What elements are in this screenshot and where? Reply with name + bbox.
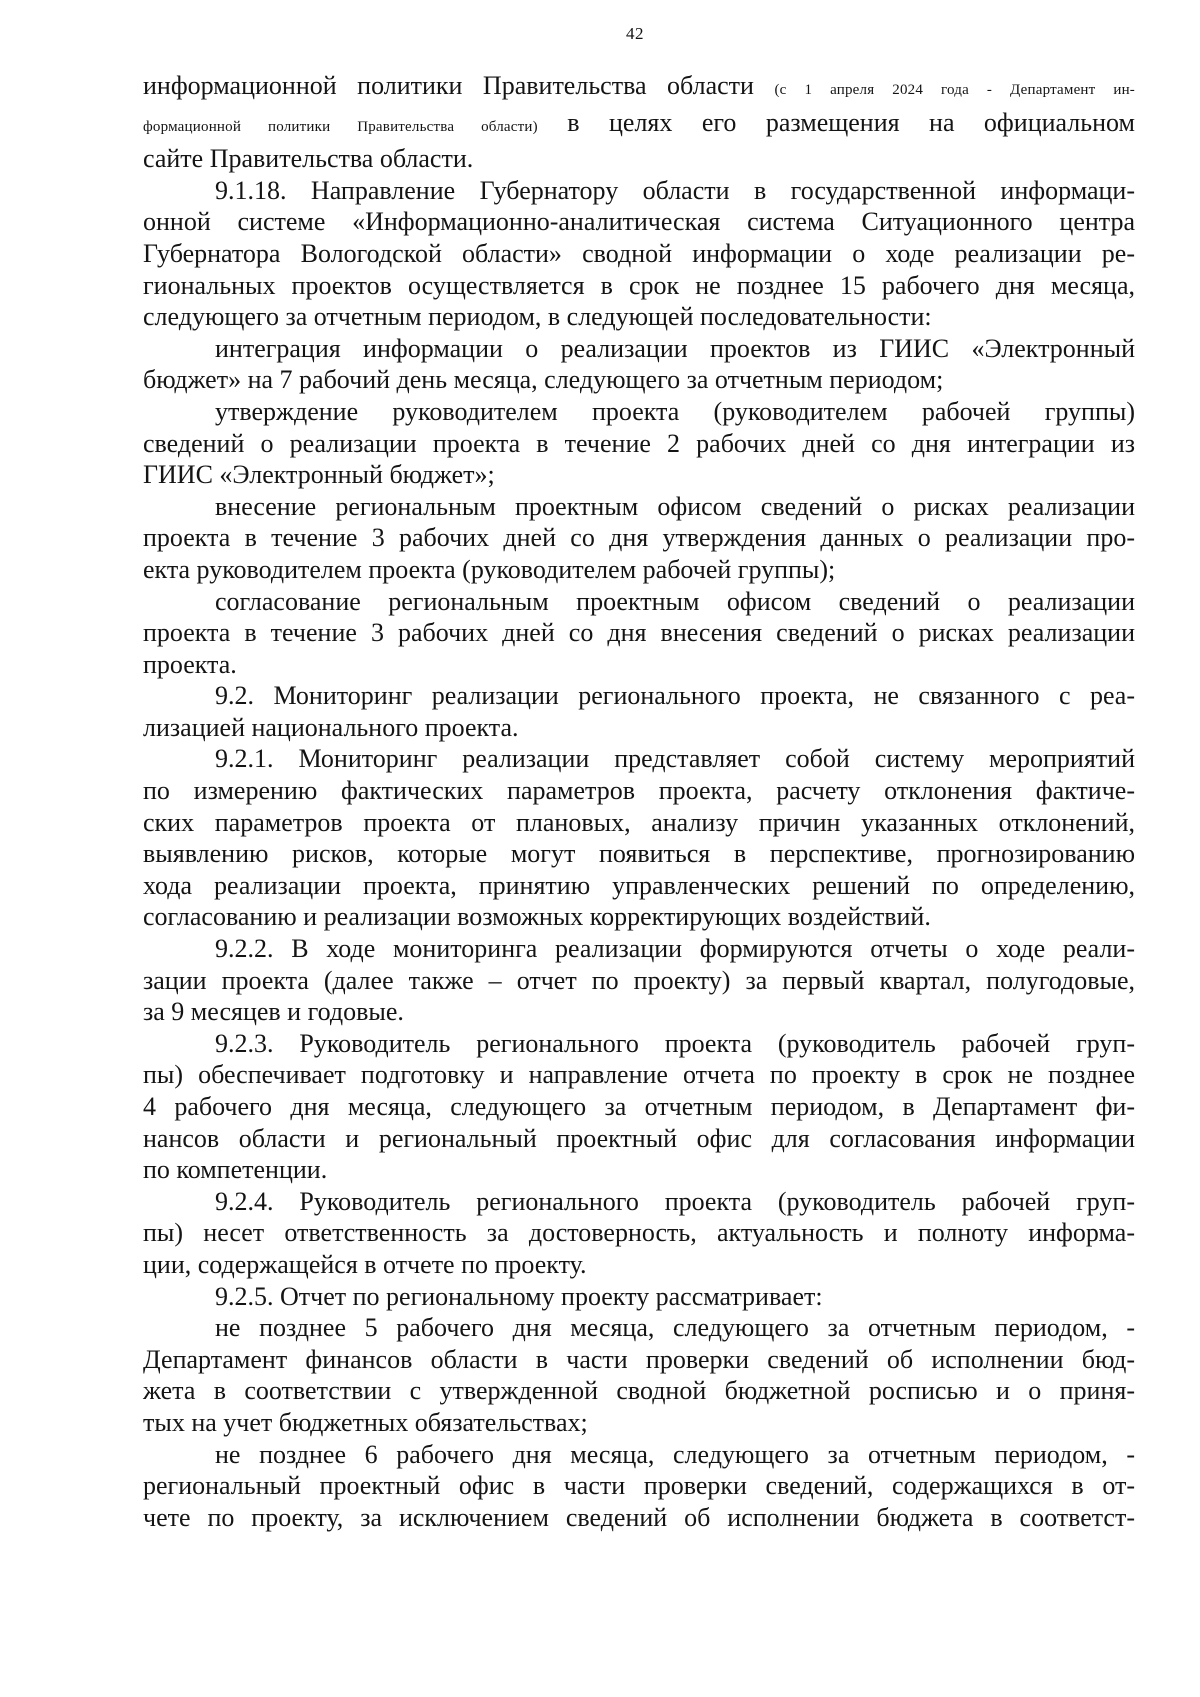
paragraph-line	[143, 617, 1135, 649]
text-run: хода реализации проекта, принятию управленческих решений по определению,	[143, 870, 1135, 900]
text-run: проекта в течение 3 рабочих дней со дня утверждения данных о реализации про-	[143, 523, 1135, 553]
paragraph-line	[143, 870, 1135, 902]
text-run: проекта.	[143, 649, 237, 679]
paragraph-line	[143, 649, 1135, 681]
text-run: 9.2.2. В ходе мониторинга реализации формируются отчеты о ходе реали-	[215, 934, 1135, 964]
paragraph-line	[143, 522, 1135, 554]
text-run: 9.2. Мониторинг реализации регионального проекта, не связанного с реа-	[215, 681, 1135, 711]
paragraph-line	[143, 680, 1135, 712]
text-run: утверждение руководителем проекта (руководителем рабочей группы)	[215, 396, 1135, 426]
text-run: Губернатора Вологодской области» сводной информации о ходе реализации ре-	[143, 238, 1135, 268]
text-run: 9.2.5. Отчет по региональному проекту рассматривает:	[215, 1281, 823, 1311]
text-run: следующего за отчетным периодом, в следующей последовательности:	[143, 302, 932, 332]
paragraph-line	[143, 1312, 1135, 1344]
paragraph-line	[143, 1059, 1135, 1091]
paragraph-line	[143, 238, 1135, 270]
paragraph-line	[143, 901, 1135, 933]
page-number: 42	[626, 24, 644, 43]
paragraph-line	[143, 1249, 1135, 1281]
paragraph-line	[143, 364, 1135, 396]
document-body	[143, 70, 1135, 1533]
text-run: согласование региональным проектным офисом сведений о реализации	[215, 586, 1135, 616]
paragraph-line	[143, 333, 1135, 365]
text-run: ГИИС «Электронный бюджет»;	[143, 460, 495, 490]
text-run: интеграция информации о реализации проектов из ГИИС «Электронный	[215, 333, 1135, 363]
text-run: 9.2.1. Мониторинг реализации представляет собой систему мероприятий	[215, 744, 1135, 774]
paragraph-line	[143, 396, 1135, 428]
text-run: ции, содержащейся в отчете по проекту.	[143, 1249, 587, 1279]
text-run: в целях его размещения на официальном	[537, 107, 1135, 137]
paragraph-line	[143, 270, 1135, 302]
text-run: выявлению рисков, которые могут появиться в перспективе, прогнозированию	[143, 839, 1135, 869]
paragraph-line	[143, 1439, 1135, 1471]
paragraph-line	[143, 1375, 1135, 1407]
text-run: ских параметров проекта от плановых, анализу причин указанных отклонений,	[143, 807, 1135, 837]
paragraph-line	[143, 1091, 1135, 1123]
paragraph-line	[143, 107, 1135, 144]
text-run: Департамент финансов области в части проверки сведений об исполнении бюд-	[143, 1344, 1135, 1374]
text-run: проекта в течение 3 рабочих дней со дня внесения сведений о рисках реализации	[143, 618, 1135, 648]
text-run: по компетенции.	[143, 1155, 328, 1185]
paragraph-line	[143, 1154, 1135, 1186]
text-run: бюджет» на 7 рабочий день месяца, следующего за отчетным периодом;	[143, 365, 944, 395]
paragraph-line	[143, 743, 1135, 775]
text-run: гиональных проектов осуществляется в срок не позднее 15 рабочего дня месяца,	[143, 270, 1135, 300]
footnote-inline-text: формационной политики Правительства области)	[143, 118, 538, 135]
text-run: за 9 месяцев и годовые.	[143, 997, 404, 1027]
text-run: тых на учет бюджетных обязательствах;	[143, 1407, 588, 1437]
paragraph-line	[143, 1217, 1135, 1249]
text-run: лизацией национального проекта.	[143, 712, 519, 742]
paragraph-line	[143, 586, 1135, 618]
paragraph-line	[143, 1028, 1135, 1060]
paragraph-line	[143, 1407, 1135, 1439]
text-run: региональный проектный офис в части проверки сведений, содержащихся в от-	[143, 1471, 1135, 1501]
footnote-inline-text: (с 1 апреля 2024 года - Департамент ин-	[774, 82, 1135, 98]
text-run: по измерению фактических параметров проекта, расчету отклонения фактиче-	[143, 776, 1135, 806]
paragraph-line	[143, 301, 1135, 333]
text-run: согласованию и реализации возможных корректирующих воздействий.	[143, 902, 931, 932]
text-run: пы) обеспечивает подготовку и направление отчета по проекту в срок не позднее	[143, 1060, 1135, 1090]
paragraph-line	[143, 965, 1135, 997]
text-run: нансов области и региональный проектный офис для согласования информации	[143, 1123, 1135, 1153]
paragraph-line	[143, 554, 1135, 586]
paragraph-line	[143, 1502, 1135, 1534]
paragraph-line	[143, 996, 1135, 1028]
paragraph-line	[143, 933, 1135, 965]
text-run: пы) несет ответственность за достоверность, актуальность и полноту информа-	[143, 1218, 1135, 1248]
paragraph-line	[143, 70, 1135, 107]
paragraph-line	[143, 143, 1135, 175]
text-run: сведений о реализации проекта в течение 2 рабочих дней со дня интеграции из	[143, 428, 1135, 458]
text-run: внесение региональным проектным офисом сведений о рисках реализации	[215, 491, 1135, 521]
paragraph-line	[143, 491, 1135, 523]
text-run: 9.1.18. Направление Губернатору области в государственной информаци-	[215, 175, 1135, 205]
text-run: 9.2.4. Руководитель регионального проекта (руководитель рабочей груп-	[215, 1186, 1135, 1216]
text-run: онной системе «Информационно-аналитическая система Ситуационного центра	[143, 207, 1135, 237]
text-run: не позднее 6 рабочего дня месяца, следующего за отчетным периодом, -	[215, 1439, 1135, 1469]
paragraph-line	[143, 838, 1135, 870]
paragraph-line	[143, 459, 1135, 491]
text-run: информационной политики Правительства области	[143, 71, 775, 100]
text-run: 4 рабочего дня месяца, следующего за отчетным периодом, в Департамент фи-	[143, 1092, 1135, 1121]
paragraph-line	[143, 1281, 1135, 1313]
text-run: 9.2.3. Руководитель регионального проекта (руководитель рабочей груп-	[215, 1028, 1135, 1058]
paragraph-line	[143, 1186, 1135, 1218]
paragraph-line	[143, 1123, 1135, 1155]
paragraph-line	[143, 775, 1135, 807]
text-run: не позднее 5 рабочего дня месяца, следующего за отчетным периодом, -	[215, 1313, 1135, 1343]
paragraph-line	[143, 206, 1135, 238]
text-run: чете по проекту, за исключением сведений об исполнении бюджета в соответст-	[143, 1502, 1135, 1532]
paragraph-line	[143, 807, 1135, 839]
text-run: жета в соответствии с утвержденной сводной бюджетной росписью и о приня-	[143, 1376, 1135, 1406]
text-run: зации проекта (далее также – отчет по проекту) за первый квартал, полугодовые,	[143, 965, 1135, 995]
paragraph-line	[143, 428, 1135, 460]
text-run: сайте Правительства области.	[143, 144, 474, 174]
paragraph-line	[143, 1470, 1135, 1502]
paragraph-line	[143, 712, 1135, 744]
text-run: екта руководителем проекта (руководителем рабочей группы);	[143, 554, 836, 584]
paragraph-line	[143, 175, 1135, 207]
paragraph-line	[143, 1344, 1135, 1376]
